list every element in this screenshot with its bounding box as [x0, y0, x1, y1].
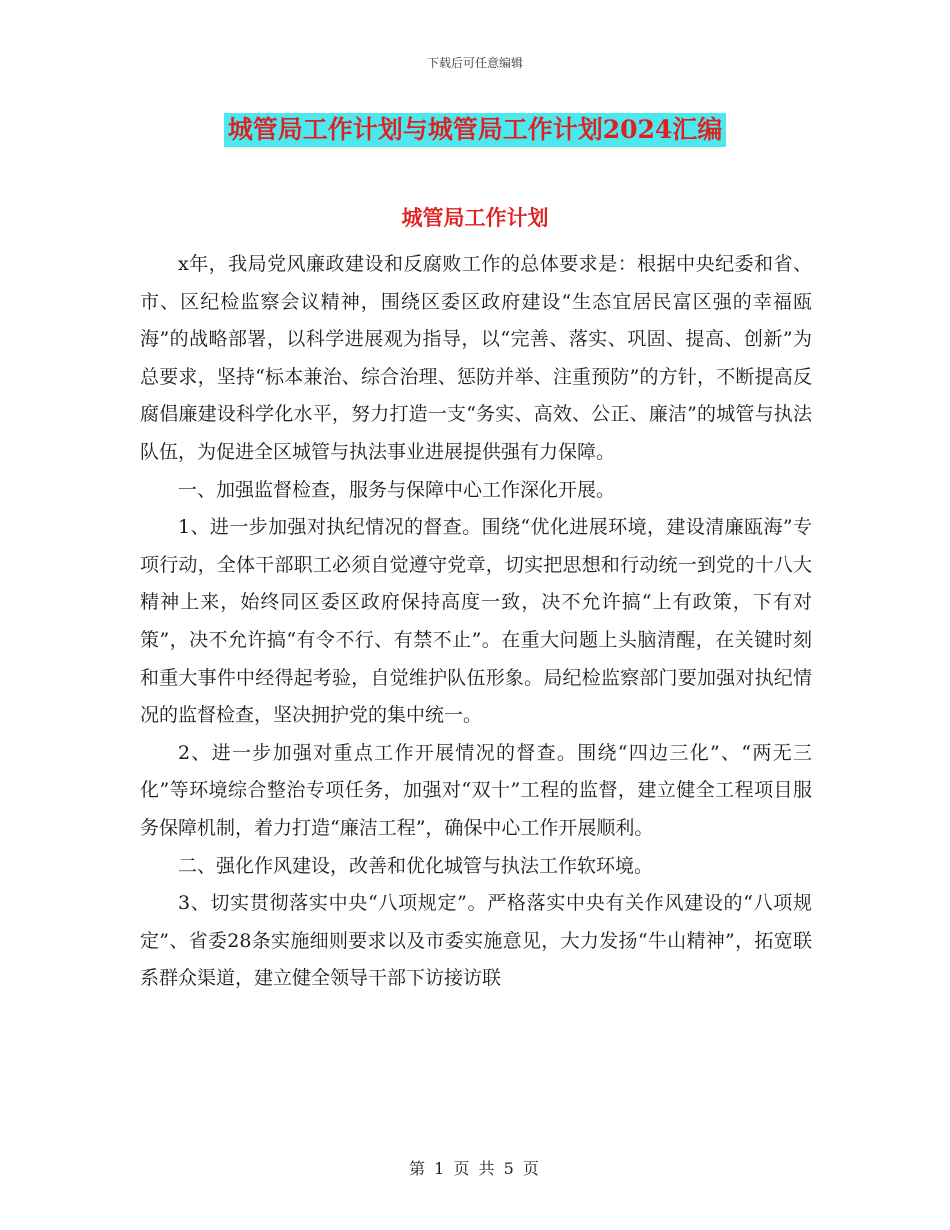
heading-one: 一、加强监督检查，服务与保障中心工作深化开展。 [178, 478, 616, 501]
paragraph-item-2: 2、进一步加强对重点工作开展情况的督查。围绕“四边三化”、“两无三化”等环境综合整治专项任务，加强对“双十”工程的监督，建立健全工程项目服务保障机制，着力打造“廉洁工程”，确保中心工作开展顺利。 [140, 741, 812, 839]
page-number: 第 1 页 共 5 页 [409, 1159, 541, 1178]
paragraph-item-1: 1、进一步加强对执纪情况的督查。围绕“优化进展环境，建设清廉瓯海”专项行动，全体干部职工必须自觉遵守党章，切实把思想和行动统一到党的十八大精神上来，始终同区委区政府保持高度一致，决不允许搞“上有政策，下有对策”，决不允许搞“有令不行、有禁不止”。在重大问题上头脑清醒，在关键时刻和重大事件中经得起考验，自觉维护队伍形象。局纪检监察部门要加强对执纪情况的监督检查，坚决拥护党的集中统一。 [140, 516, 812, 727]
page-header: 下载后可任意编辑 [426, 56, 523, 70]
document-title-text: 城管局工作计划与城管局工作计划2024汇编 [224, 113, 727, 147]
section-title: 城管局工作计划 [401, 205, 549, 230]
paragraph-item-3: 3、切实贯彻落实中央“八项规定”。严格落实中央有关作风建设的“八项规定”、省委28条实施细则要求以及市委实施意见，大力发扬“牛山精神”，拓宽联系群众渠道，建立健全领导干部下访接访联 [140, 892, 812, 990]
document-body [140, 246, 812, 998]
document-title [0, 113, 950, 147]
paragraph-intro: x年，我局党风廉政建设和反腐败工作的总体要求是：根据中央纪委和省、市、区纪检监察会议精神，围绕区委区政府建设“生态宜居民富区强的幸福瓯海”的战略部署，以科学进展观为指导，以“完善、落实、巩固、提高、创新”为总要求，坚持“标本兼治、综合治理、惩防并举、注重预防”的方针，不断提高反腐倡廉建设科学化水平，努力打造一支“务实、高效、公正、廉洁”的城管与执法队伍，为促进全区城管与执法事业进展提供强有力保障。 [140, 253, 812, 463]
heading-two: 二、强化作风建设，改善和优化城管与执法工作软环境。 [178, 854, 654, 877]
